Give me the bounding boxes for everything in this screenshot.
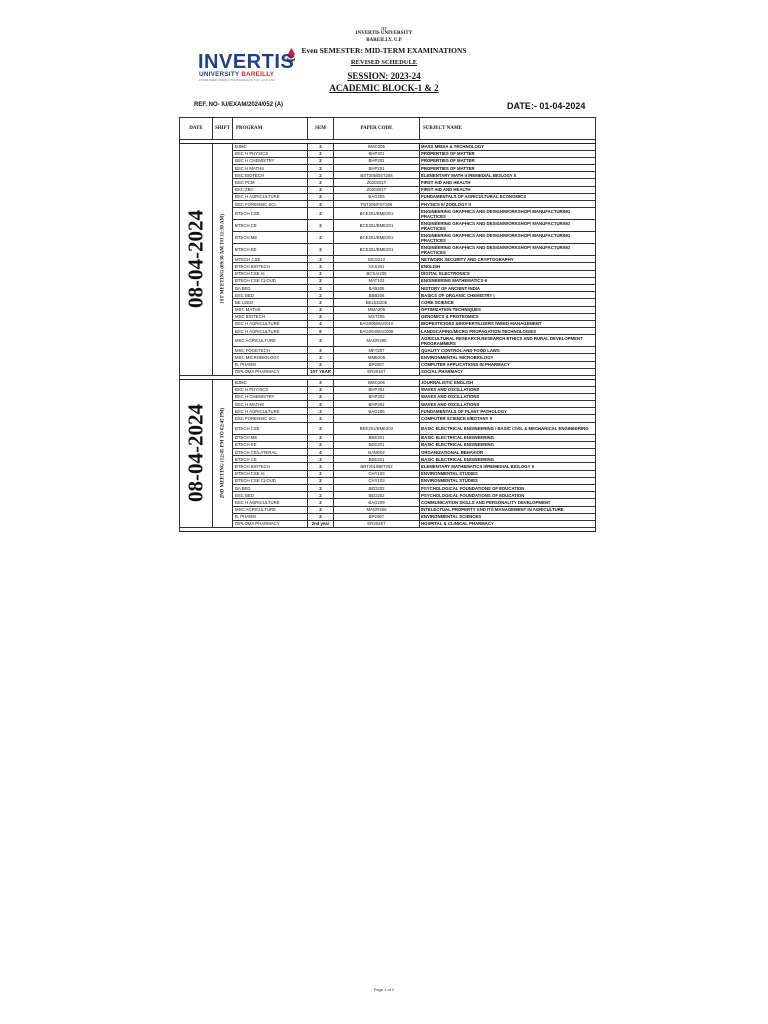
table-row [180,386,596,393]
paper-code-cell: BHP201 [334,165,420,172]
subject-cell: JOURNALISTIC ENGLISH [420,379,596,386]
university-name: INVERTIS UNIVERSITY [355,31,413,36]
paper-code-cell: BP205T [334,361,420,368]
sem-cell: 2nd year [308,520,334,527]
program-cell: DIPLOMA PHARMACY [233,368,308,375]
shift-cell [213,143,233,376]
sem-cell: 2 [308,150,334,157]
paper-code-cell: BELED205 [334,299,420,306]
program-cell: B. PHARM [233,361,308,368]
table-row [180,393,596,400]
paper-code-cell: CHY103 [334,477,420,484]
paper-code-cell: BAG004/BAG008 [334,328,420,335]
program-cell: BTECH CE/LATERAL [233,449,308,456]
table-row [180,492,596,499]
paper-code-cell: BBT201/BBT202 [334,463,420,470]
program-cell: BSC H PHYSICS [233,386,308,393]
table-row [180,186,596,193]
sem-cell: 2 [308,165,334,172]
paper-code-cell: BAG205 [334,193,420,200]
col-program: PROGRAM [233,118,308,140]
subject-cell: ENVIRONMENTAL STUDIES [420,470,596,477]
paper-code-cell: BCE201/BME201 [334,232,420,244]
paper-code-cell [334,415,420,422]
sem-cell: 2 [308,306,334,313]
sem-cell: 2 [308,157,334,164]
program-cell: BTECH CSE CLOUD [233,277,308,284]
sem-cell: 2 [308,193,334,200]
sem-cell: 2 [308,354,334,361]
paper-code-cell: FST205/FST206 [334,201,420,208]
paper-code-cell: BCE201/BME201 [334,244,420,256]
subject-cell: PSYCHOLOGICAL FOUNDATIONS OF EDUCATION [420,484,596,491]
paper-code-cell: ER2015T [334,368,420,375]
subject-cell: PHYSICS II/ ZOOLOGY II [420,201,596,208]
paper-code-cell: BBB206 [334,292,420,299]
program-cell: BA BED [233,284,308,291]
table-row [180,284,596,291]
program-cell: BTECH CSE [233,422,308,434]
subject-cell: DIGITAL ELECTRONICS [420,270,596,277]
subject-cell: ELEMENTARY MATH II /REMEDIAL BIOLOGY II [420,172,596,179]
paper-code-cell: CHY103 [334,470,420,477]
col-shift: SHIFT [213,118,233,140]
program-cell: BTECH ME [233,434,308,441]
sem-cell: 2 [308,463,334,470]
subject-cell: PROPERTIES OF MATTER [420,150,596,157]
logo-name: INVERTIS [198,51,295,73]
subject-cell: OPTIMIZATION TECHNIQUES [420,306,596,313]
program-cell: BSC H CHEMISTRY [233,157,308,164]
subject-cell: BASIC ELECTRICAL ENGINEERING [420,456,596,463]
sem-cell: 2 [308,277,334,284]
col-paper-code: PAPER CODE [334,118,420,140]
paper-code-cell: BED202 [334,484,420,491]
program-cell: BSC BIOTECH [233,172,308,179]
subject-cell: WAVES AND OSCILLATIONS [420,393,596,400]
program-cell: DIPLOMA PHARMACY [233,520,308,527]
sem-cell: 2 [308,484,334,491]
table-row [180,165,596,172]
sem-cell: 2 [308,386,334,393]
program-cell: BJMC [233,379,308,386]
table-header-row [180,118,596,140]
table-row [180,292,596,299]
table-row [180,354,596,361]
table-row [180,270,596,277]
program-cell: BTECH CSE AI [233,470,308,477]
table-row [180,422,596,434]
program-cell: BTECH CSE [233,208,308,220]
sem-cell: 2 [308,270,334,277]
shift-label: 2ND MEETING (12:45 PM TO 02:45 PM) [220,407,225,499]
table-row [180,313,596,320]
table-row [180,299,596,306]
table-row [180,256,596,263]
subject-cell: ENGINEERING MATHEMATICS-II [420,277,596,284]
university-logo [196,48,306,82]
sem-cell: 2 [308,361,334,368]
table-row [180,441,596,448]
paper-code-cell: BAB205 [334,284,420,291]
program-cell: MSC FOODTECH [233,347,308,354]
sem-cell: 2 [308,422,334,434]
subject-cell: COMMUNICATION SKILLS AND PERSONALITY DEVELOPMENT [420,499,596,506]
paper-code-cell: MMA205 [334,306,420,313]
program-cell: BSC H AGRICULTURE [233,320,308,327]
paper-code-cell: MAGR205 [334,335,420,347]
subject-cell: COMPUTER APPLICATIONS IN PHARMACY [420,361,596,368]
subject-cell: INTELECTUAL PROPERTY AND ITS MANAGEMENT IN AGRICULTURE [420,506,596,513]
program-cell: BSC H MATHS [233,401,308,408]
paper-code-cell: BAG209 [334,499,420,506]
sem-cell: 2 [308,470,334,477]
block-title: ACADEMIC BLOCK-1 & 2 [329,83,439,93]
sem-cell: 2 [308,256,334,263]
subject-cell: BIOPESTICIDES &BIOFERTILIZERS /WEED MANAGEMENT [420,320,596,327]
subject-cell: ENGINEERING GRAPHICS AND DESIGN/WORKSHOP/ MANUFACTURING PRACTICES [420,220,596,232]
subject-cell: BASIC ELECTRICAL ENGINEERING [420,434,596,441]
program-cell: BSC H MATHS [233,165,308,172]
subject-cell: ENGINEERING GRAPHICS AND DESIGN/WORKSHOP/ MANUFACTURING PRACTICES [420,244,596,256]
sem-cell: 2 [308,506,334,513]
sem-cell: 2 [308,284,334,291]
paper-code-cell: MMB205 [334,354,420,361]
table-row [180,306,596,313]
sem-cell: 2 [308,379,334,386]
program-cell: BSC H PHYSICS [233,150,308,157]
exam-date: 08-04-2024 [183,404,208,503]
table-row [180,456,596,463]
program-cell: B. PHARM [233,513,308,520]
program-cell: MSC AGRICULTURE [233,506,308,513]
table-row [180,335,596,347]
paper-code-cell: BEE201 [334,441,420,448]
program-cell: BTECH CSE CLOUD [233,477,308,484]
program-cell: MSC AGRICULTURE [233,335,308,347]
sem-cell: 2 [308,441,334,448]
program-cell: BTECH EE [233,244,308,256]
program-cell: BSC H AGRICULTURE [233,193,308,200]
sem-cell: 2 [308,456,334,463]
table-row [180,157,596,164]
sem-cell: 1ST YEAR [308,368,334,375]
table-row [180,449,596,456]
sem-cell: 2 [308,408,334,415]
paper-code-cell: Z020201T [334,179,420,186]
program-cell: BTECH BIOTECH [233,463,308,470]
sem-cell: 2 [308,513,334,520]
shift-label: 1ST MEETING (09:30 AM TO 11:30 AM) [220,214,225,305]
notice-date: DATE:- 01-04-2024 [507,101,586,111]
subject-cell: PROPERTIES OF MATTER [420,165,596,172]
paper-code-cell: BEE201 [334,456,420,463]
session-title: SESSION: 2023-24 [347,71,421,81]
paper-code-cell: BP206T [334,513,420,520]
subject-cell: AGRICULTURAL RESEARCH,RESEARCH ETHICS AND RURAL DEVELOPMENT PROGRAMMERS [420,335,596,347]
sem-cell: 2 [308,186,334,193]
subject-cell: NETWORK SECURITY AND CRYPTOGRAPHY [420,256,596,263]
sem-cell: 2 [308,201,334,208]
table-row [180,434,596,441]
logo-tagline: ESTABLISHED UNDER UTTAR PRADESH ACT NO. 16 OF 2010 [199,79,275,82]
logo-subtitle: UNIVERSITY BAREILLY [199,71,275,78]
table-row [180,368,596,375]
paper-code-cell: BST205/BST206 [334,172,420,179]
table-row [180,379,596,386]
table-row [180,415,596,422]
subject-cell: LANDSCAPING/MICRO PROPAGATION TECHNOLOGIES [420,328,596,335]
subject-cell: COMPUTER SCIENCE II/BOTANY II [420,415,596,422]
subject-cell: HISTORY OF ANCIENT INDIA [420,284,596,291]
paper-code-cell: BHP202 [334,386,420,393]
paper-code-cell: BAG206 [334,408,420,415]
paper-code-cell: MCS213 [334,256,420,263]
table-row [180,408,596,415]
program-cell: MSC MICROBIOLOGY [233,354,308,361]
table-row [180,263,596,270]
table-row [180,277,596,284]
table-row [180,143,596,150]
header-mark: IIT [381,26,387,31]
program-cell: BE LEED [233,299,308,306]
paper-code-cell: MFT207 [334,347,420,354]
sem-cell: 2 [308,393,334,400]
paper-code-cell: BED202 [334,492,420,499]
subject-cell: HOSPITAL & CLINICAL PHARMACY [420,520,596,527]
table-row [180,347,596,354]
subject-cell: MASS MEDIA & TECHNOLOGY [420,143,596,150]
shift-cell [213,379,233,528]
sem-cell: 2 [308,232,334,244]
exam-date: 08-04-2024 [183,210,208,309]
table-row [180,499,596,506]
revised-schedule-label: REVISED SCHEDULE [350,59,418,66]
semester-title: Even SEMESTER: MID-TERM EXAMINATIONS [301,46,467,55]
sem-cell: 6 [308,328,334,335]
paper-code-cell: BAG006/BAG010 [334,320,420,327]
table-row [180,232,596,244]
sem-cell: 2 [308,292,334,299]
col-subject: SUBJECT NAME [420,118,596,140]
table-row [180,208,596,220]
subject-cell: GENOMICS & PROTEOMICS [420,313,596,320]
program-cell: BTECH CE [233,220,308,232]
subject-cell: ORGANIZATIONAL BEHAVIOR [420,449,596,456]
paper-code-cell: MAT103 [334,277,420,284]
subject-cell: ENVIRONMENTAL STUDIES [420,477,596,484]
sem-cell: 2 [308,172,334,179]
program-cell: BSC H CHEMISTRY [233,393,308,400]
exam-date-cell [180,143,213,376]
sem-cell: 4 [308,320,334,327]
sem-cell: 2 [308,244,334,256]
subject-cell: WAVES AND OSCILLATIONS [420,386,596,393]
subject-cell: ENGINEERING GRAPHICS AND DESIGN/WORKSHOP/ MANUFACTURING PRACTICES [420,232,596,244]
table-row [180,401,596,408]
paper-code-cell: Z020201T [334,186,420,193]
table-row [180,477,596,484]
program-cell: BSC ZBC [233,186,308,193]
paper-code-cell: BAM002 [334,449,420,456]
university-city: BAREILLY, U.P [366,38,402,43]
paper-code-cell: MST205 [334,313,420,320]
subject-cell: BASIC ELECTRICAL ENGINEERING / BASIC CIVIL & MECHANICAL ENGINEERING [420,422,596,434]
subject-cell: ENVIRONMENTAL MICROBIOLOGY [420,354,596,361]
reference-number: REF. NO- IU/EXAM/2024/052 (A) [194,102,284,108]
paper-code-cell: BMC206 [334,379,420,386]
subject-cell: FUNDAMENTALS OF AGRICULTURAL ECONOMICS [420,193,596,200]
sem-cell: 2 [308,492,334,499]
subject-cell: ENVIRONMENTAL SCIENCES [420,513,596,520]
subject-cell: CORE SCIENCE [420,299,596,306]
sem-cell: 2 [308,401,334,408]
program-cell: MTECH CSE [233,256,308,263]
table-row [180,320,596,327]
sem-cell: 2 [308,208,334,220]
program-cell: MSC MATHS [233,306,308,313]
table-row [180,463,596,470]
sem-cell: 2 [308,179,334,186]
subject-cell: PROPERTIES OF MATTER [420,157,596,164]
table-row [180,361,596,368]
subject-cell: PSYCHOLOGICAL FOUNDATIONS OF EDUCATION [420,492,596,499]
table-row [180,150,596,157]
program-cell: BTECH CSE AI [233,270,308,277]
paper-code-cell: BMC205 [334,143,420,150]
table-row [180,244,596,256]
program-cell: BTECH EE [233,441,308,448]
sem-cell: 2 [308,499,334,506]
sem-cell: 2 [308,415,334,422]
exam-date-cell [180,379,213,528]
program-cell: BSC FORENSIC SCI. [233,201,308,208]
subject-cell: BASICS OF ORGANIC CHEMISTRY I [420,292,596,299]
paper-code-cell: BCSAI205 [334,270,420,277]
program-cell: BSC BED [233,492,308,499]
subject-cell: BASIC ELECTRICAL ENGINEERING [420,441,596,448]
table-end-border [180,528,596,532]
program-cell: BSC H AGRICULTURE [233,408,308,415]
paper-code-cell: BHP202 [334,393,420,400]
paper-code-cell: BHP202 [334,401,420,408]
program-cell: BSC FORENSIC SCI. [233,415,308,422]
subject-cell: QUALITY CONTROL AND FOOD LAWS [420,347,596,354]
sem-cell: 2 [308,434,334,441]
table-row [180,470,596,477]
program-cell: BSC BED [233,292,308,299]
paper-code-cell: HAS201 [334,263,420,270]
col-sem: SEM [308,118,334,140]
paper-code-cell: ER2025T [334,520,420,527]
program-cell: BTECH ME [233,232,308,244]
table-row [180,179,596,186]
subject-cell: FIRST AID AND HEALTH [420,186,596,193]
sem-cell: 4 [308,449,334,456]
subject-cell: FIRST AID AND HEALTH [420,179,596,186]
col-date: DATE [180,118,213,140]
table-row [180,484,596,491]
program-cell: BSC PCM [233,179,308,186]
table-row [180,172,596,179]
sem-cell: 2 [308,263,334,270]
subject-cell: WAVES AND OSCILLATIONS [420,401,596,408]
table-row [180,220,596,232]
table-row [180,506,596,513]
paper-code-cell: BEE201/BME202 [334,422,420,434]
program-cell: BTECH CE [233,456,308,463]
subject-cell: ENGLISH [420,263,596,270]
table-row [180,193,596,200]
program-cell: BSC H AGRICULTURE [233,328,308,335]
paper-code-cell: BEE201 [334,434,420,441]
sem-cell: 2 [308,477,334,484]
paper-code-cell: BHP201 [334,150,420,157]
sem-cell: 2 [308,220,334,232]
subject-cell: ELEMENTARY MATHEMATICS II/REMEDIAL BIOLOGY II [420,463,596,470]
sem-cell: 2 [308,335,334,347]
paper-code-cell: MAGR206 [334,506,420,513]
paper-code-cell: BCE201/BME201 [334,208,420,220]
sem-cell: 2 [308,299,334,306]
table-row [180,520,596,527]
program-cell: MSC BIOTECH [233,313,308,320]
program-cell: BJMC [233,143,308,150]
table-row [180,201,596,208]
paper-code-cell: BCE201/BME201 [334,220,420,232]
page-footer: Page 1 of 2 [373,987,395,992]
program-cell: BA BED [233,484,308,491]
program-cell: BTECH BIOTECH [233,263,308,270]
table-row [180,328,596,335]
sem-cell: 2 [308,313,334,320]
table-row [180,513,596,520]
subject-cell: ENGINEERING GRAPHICS AND DESIGN/WORKSHOP/ MANUFACTURING PRACTICES [420,208,596,220]
subject-cell: FUNDAMENTALS OF PLANT PATHOLOGY [420,408,596,415]
sem-cell: 2 [308,143,334,150]
subject-cell: SOCIAL PHARMACY [420,368,596,375]
paper-code-cell: BHP201 [334,157,420,164]
exam-schedule-table [179,117,596,532]
program-cell: BSC H AGRICULTURE [233,499,308,506]
sem-cell: 2 [308,347,334,354]
